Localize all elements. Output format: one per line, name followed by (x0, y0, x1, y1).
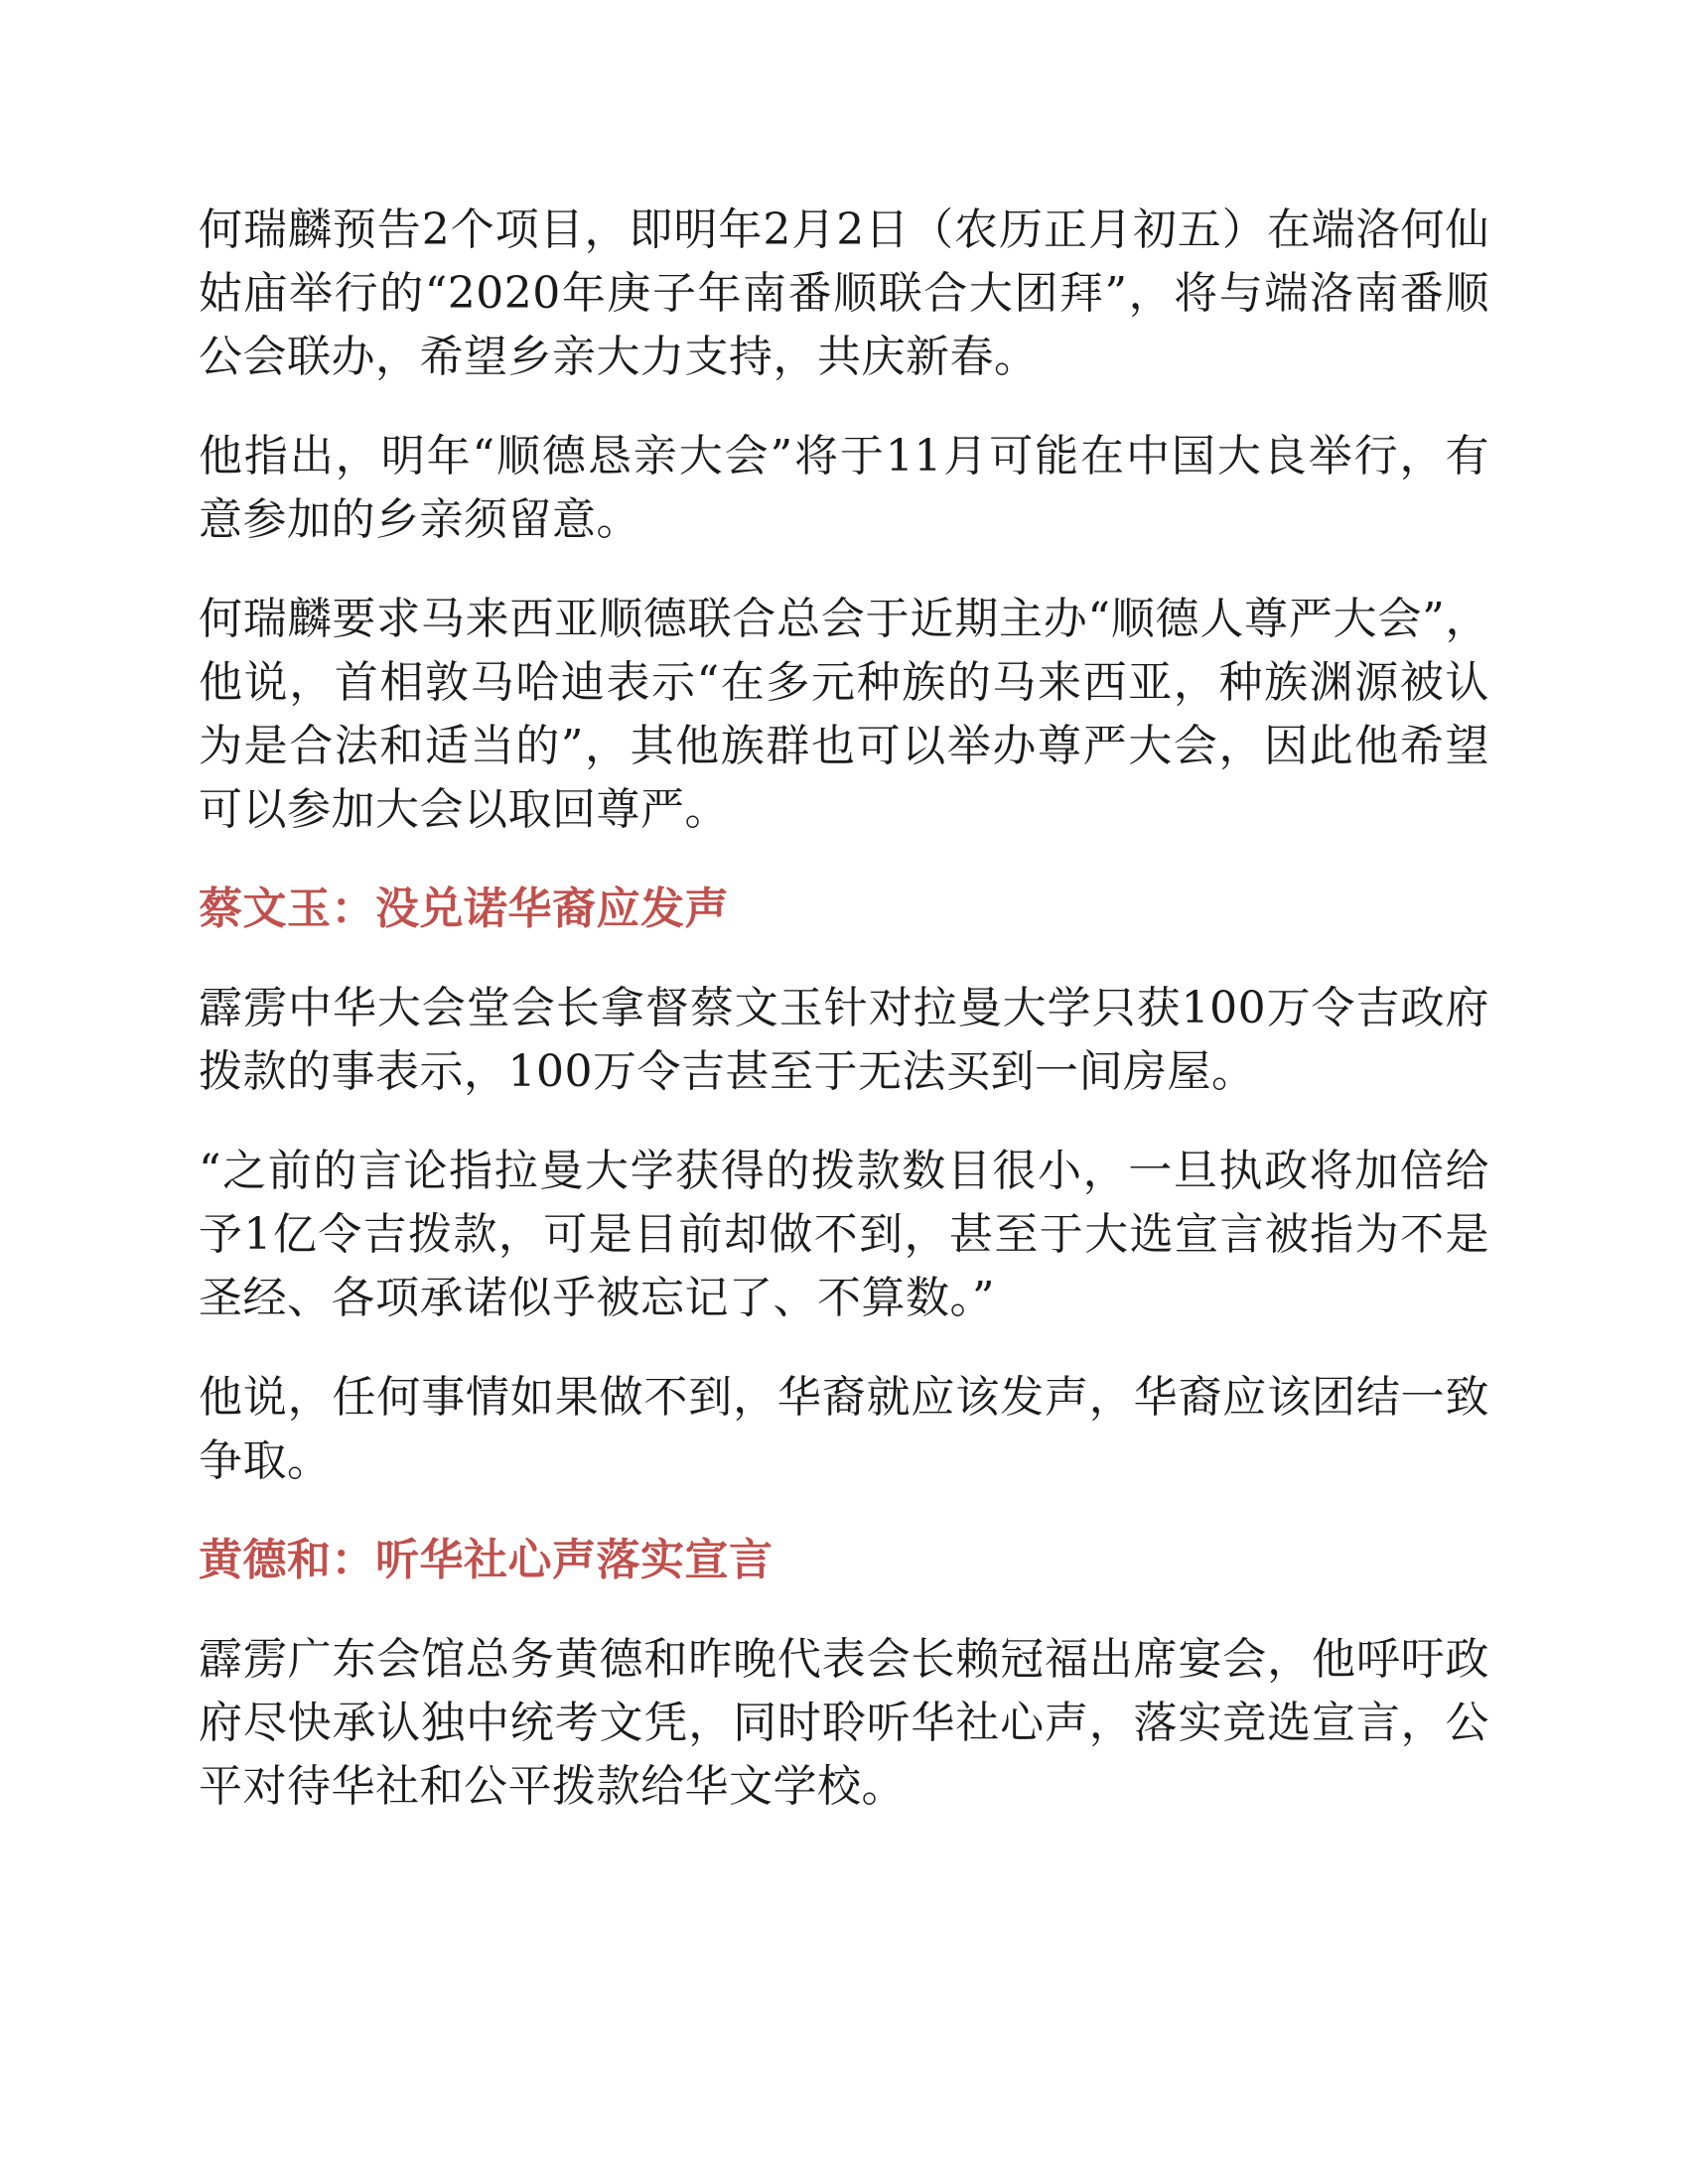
article-body (199, 199, 1489, 1854)
paragraph-announcement: 何瑞麟预告2个项目，即明年2月2日（农历正月初五）在端洛何仙姑庙举行的“2020年庚子年南番顺联合大团拜”，将与端洛南番顺公会联办，希望乡亲大力支持，共庆新春。 (199, 205, 1489, 382)
paragraph-conference: 他指出，明年“顺德恳亲大会”将于11月可能在中国大良举行，有意参加的乡亲须留意。 (199, 431, 1489, 545)
paragraph-uec: 霹雳广东会馆总务黄德和昨晚代表会长赖冠福出席宴会，他呼吁政府尽快承认独中统考文凭，同时聆听华社心声，落实竞选宣言，公平对待华社和公平拨款给华文学校。 (199, 1634, 1489, 1812)
section-heading-wong: 黄德和：听华社心声落实宣言 (199, 1535, 774, 1585)
paragraph-dignity: 何瑞麟要求马来西亚顺德联合总会于近期主办“顺德人尊严大会”，他说，首相敦马哈迪表示“在多元种族的马来西亚，种族渊源被认为是合法和适当的”，其他族群也可以举办尊严大会，因此他希望可以参加大会以取回尊严。 (199, 594, 1489, 835)
paragraph-voice: 他说，任何事情如果做不到，华裔就应该发声，华裔应该团结一致争取。 (199, 1372, 1489, 1486)
paragraph-funding: 霹雳中华大会堂会长拿督蔡文玉针对拉曼大学只获100万令吉政府拨款的事表示，100万令吉甚至于无法买到一间房屋。 (199, 983, 1489, 1097)
paragraph-quote: “之前的言论指拉曼大学获得的拨款数目很小，一旦执政将加倍给予1亿令吉拨款，可是目前却做不到，甚至于大选宣言被指为不是圣经、各项承诺似乎被忘记了、不算数。” (199, 1146, 1489, 1323)
section-heading-choi: 蔡文玉：没兑诺华裔应发声 (199, 884, 729, 934)
